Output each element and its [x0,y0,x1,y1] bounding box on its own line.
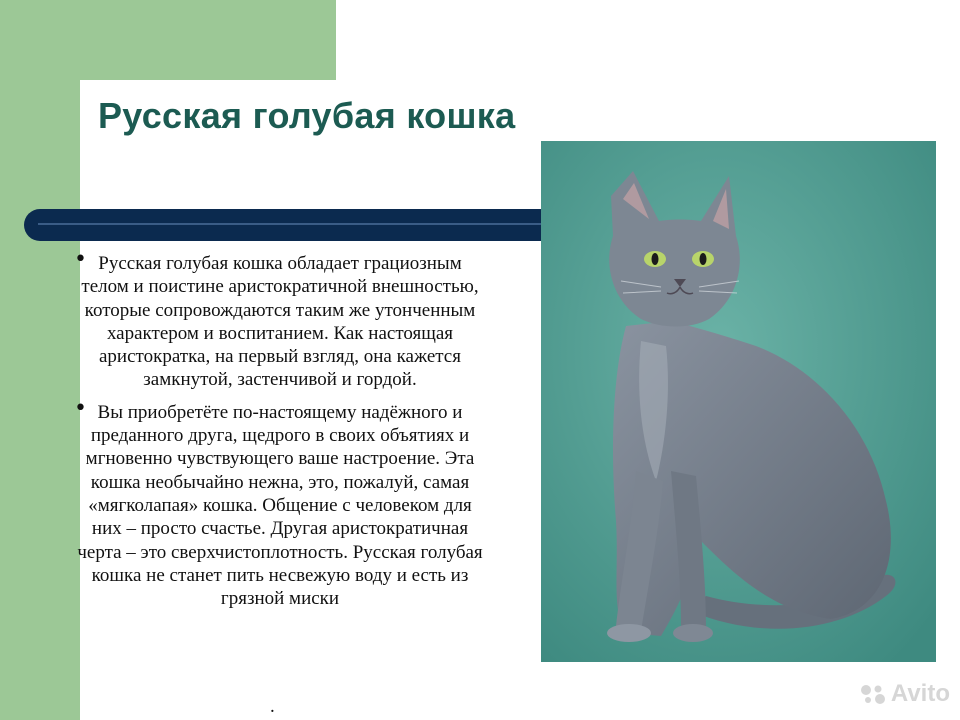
bullet-text: Русская голубая кошка обладает грациозным телом и поистине аристократичной внешностью, которые сопровождаются таким же утонченным характером и воспитанием. Как настоящая аристократка, на первый взгляд, она кажется замкнутой, застенчивой и гордой. [81,253,479,391]
russian-blue-cat-photo [541,141,936,662]
list-item [70,395,486,611]
trailing-period: . [270,696,275,717]
bullet-marker: • [74,395,87,421]
bullet-text: Вы приобретёте по-настоящему надёжного и преданного друга, щедрого в своих объятиях и мгновенно чувствующего ваше настроение. Эта кошка необычайно нежна, это, пожалуй, самая «мягколапая» кошка. Общение с человеком для них – просто счастье. Другая аристократичная черта – это сверхчистоплотность. Русская голубая кошка не станет пить несвежую воду и есть из грязной миски [77,401,483,610]
bullet-list [70,247,486,619]
avito-logo-icon [859,683,887,705]
bullet-marker: • [74,247,87,272]
slide-title: Русская голубая кошка [98,95,516,136]
decorative-navy-bar [24,209,554,241]
avito-watermark [859,680,950,708]
decorative-green-strip [0,0,80,720]
list-item [70,247,486,392]
cat-illustration-icon [541,141,936,662]
watermark-text: Avito [890,680,950,707]
